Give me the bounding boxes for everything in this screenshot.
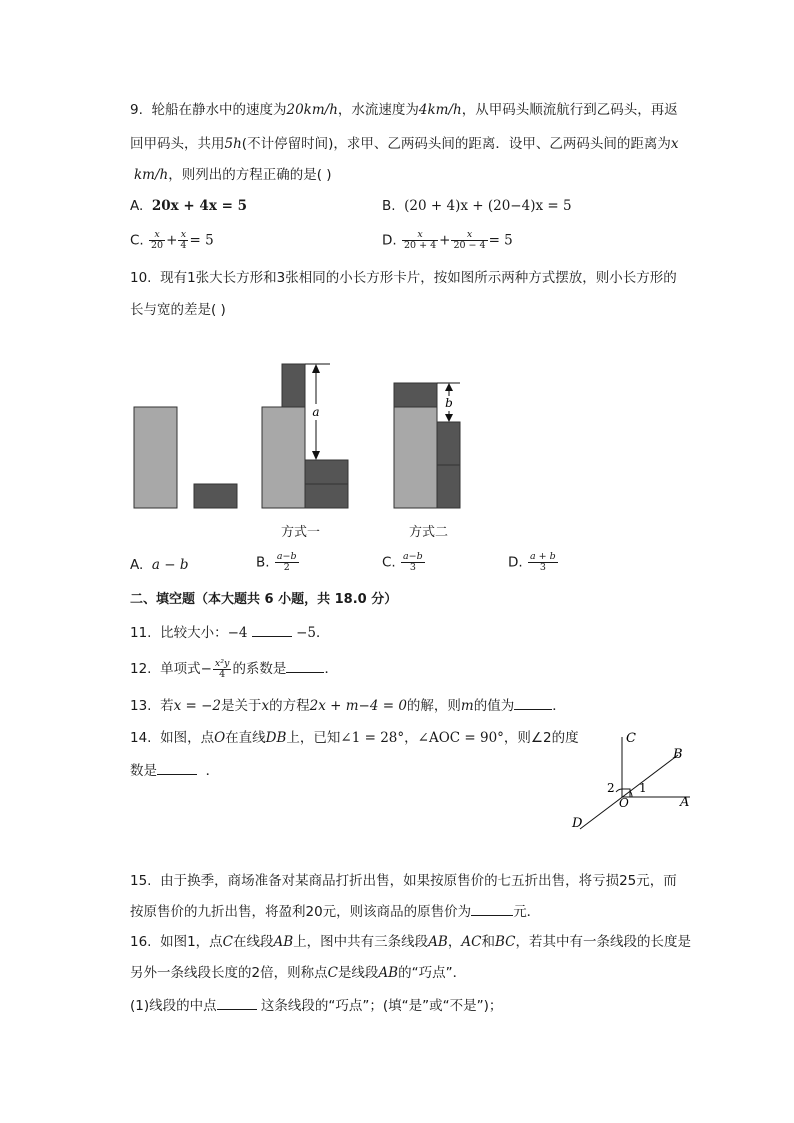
option-label: C. [382,554,396,571]
text: 的系数是 [232,661,287,677]
fraction [528,552,558,573]
math: ∠1 = 28°，∠AOC = 90° [340,730,504,746]
large-rectangle [262,407,305,508]
math: x [261,698,270,714]
denominator: 20 + 4 [403,240,437,251]
standalone-cards [134,407,237,508]
text: ，则列出的方程正确的是( [168,167,323,183]
question-number: 16. [130,934,152,950]
math: DB [265,730,287,746]
text: 如图1，点 [160,934,223,950]
denominator: 20 [151,240,164,251]
text: 长与宽的差是( ) [130,302,226,318]
question-number: 9. [130,102,143,118]
numerator: x [178,230,188,241]
line-db [580,755,678,829]
fraction [401,552,425,573]
option-label: A. [130,557,144,573]
math: + [166,232,178,249]
math: km/h [134,167,169,183]
text: 的解，则 [406,698,461,714]
fraction [275,552,299,573]
denominator: 3 [539,562,546,573]
question-number: 14. [130,730,152,746]
text: 这条线段的“巧点”；(填“是”或“不是”)； [256,998,503,1014]
denominator: 2 [283,562,290,573]
option-label: B. [382,198,396,214]
q16-line1 [130,932,691,952]
denominator: 4 [180,240,187,251]
math: a − b [151,557,189,573]
label-o: O [619,796,629,810]
math: 5h [224,136,242,152]
math: = 5 [189,232,214,249]
caption-arrangement-two: 方式二 [409,525,449,540]
label-d: D [572,816,583,831]
answer-blank[interactable] [286,658,324,673]
text: ． [552,698,566,714]
fraction [213,659,232,680]
q16-line3 [130,995,502,1016]
numerator: a + b [529,551,556,562]
label-angle-2: 2 [607,781,615,795]
math: m [460,698,474,714]
denominator: 20 − 4 [453,240,486,251]
text: ， [447,934,462,950]
text: 现有1张大长方形和3张相同的小长方形卡片，按如图所示两种方式摆放，则小长方形的 [160,270,677,286]
text: 轮船在静水中的速度为 [151,102,287,118]
question-number: 15. [130,873,152,889]
small-rectangle [437,465,460,508]
label-b: B [673,747,683,762]
numerator: x²y [214,657,230,669]
arrowhead [312,451,320,460]
text: ． [324,661,338,677]
text: 是关于 [221,698,262,714]
math: 20km/h [286,102,338,118]
math: x [670,136,679,152]
numerator: a−b [403,551,423,562]
math: C [222,934,234,950]
q10-figure [0,0,794,560]
math: BC [494,934,516,950]
text: ，水流速度为 [337,102,419,118]
arrowhead [445,414,453,422]
math: AB [378,965,399,981]
math: AC [461,934,482,950]
math: = 5 [488,232,513,249]
text: ，从甲码头顺流航行到乙码头，再返 [461,102,678,118]
question-number: 12. [130,661,152,677]
text: 上，图中共有三条线段 [293,934,429,950]
arrangement-two [394,383,460,508]
math: 20x + 4x = 5 [151,198,247,214]
numerator: a−b [276,551,297,562]
math: C [327,965,338,981]
q10-option-b [256,552,300,573]
text: (不计停留时间)，求甲、乙两码头间的距离．设甲、乙两码头间的距离为 [241,136,671,152]
math: O [214,730,226,746]
answer-blank[interactable] [514,695,552,710]
math: AB [273,934,294,950]
text: 的“巧点”． [398,965,467,981]
option-label: D. [382,232,397,249]
q14-figure [560,725,710,835]
option-label: C. [130,232,144,249]
q16-line2 [130,963,466,983]
option-label: D. [508,554,523,571]
math: (20 + 4)x + (20−4)x = 5 [404,198,572,214]
text: 在直线 [225,730,266,746]
large-rectangle [134,407,177,508]
q13 [130,695,566,716]
large-rectangle [394,407,437,508]
answer-blank[interactable] [157,760,197,775]
text: 的值为 [473,698,515,714]
q15-line2 [130,901,540,922]
answer-blank[interactable] [471,901,513,916]
question-number: 13. [130,698,152,714]
section-heading: 二、填空题（本大题共 6 小题，共 18.0 分） [130,592,398,607]
small-rectangle [437,422,460,465]
answer-blank[interactable] [252,622,292,637]
label-a: A [680,795,690,810]
text: 单项式 [160,661,201,677]
math: −4 [227,625,248,641]
q15-line1 [130,871,677,891]
math: 2x + m−4 = 0 [309,698,407,714]
math: − [200,661,212,677]
angle-2-arc [616,789,622,792]
q14-line1 [130,728,579,748]
text: (1)线段的中点 [130,998,217,1014]
arrowhead [312,364,320,373]
numerator: x [451,230,487,241]
math: AB [428,934,448,950]
q12 [130,658,338,680]
math: x = −2 [173,698,221,714]
question-number: 11. [130,625,152,641]
text: ) [322,167,332,183]
text: 比较大小： [160,625,228,641]
text: 在线段 [233,934,274,950]
arrowhead [445,383,453,391]
denominator: 3 [409,562,416,573]
text: ，若其中有一条线段的长度是 [515,934,691,950]
q10-option-d [508,552,559,573]
text: 如图，点 [160,730,215,746]
text: 由于换季，商场准备对某商品打折出售，如果按原售价的七五折出售，将亏损25元，而 [160,873,677,889]
text: 数是 [130,763,157,779]
text: 回甲码头，共用 [130,136,225,152]
text: 元． [513,904,541,920]
numerator: x [402,230,438,241]
math: + [439,232,451,249]
caption-arrangement-one: 方式一 [281,525,321,540]
text: ． [205,763,220,779]
text: 和 [481,934,495,950]
label-angle-1: 1 [639,781,647,795]
arrangement-one [262,364,348,508]
q11 [130,622,329,643]
answer-blank[interactable] [217,995,257,1010]
text: 按原售价的九折出售，将盈利20元，则该商品的原售价为 [130,904,472,920]
label-a: a [312,405,320,419]
small-rectangle [305,460,348,484]
text: 另外一条线段长度的2倍，则称点 [130,965,328,981]
text: 的方程 [269,698,310,714]
text: 若 [160,698,174,714]
small-rectangle [282,364,305,407]
text: 是线段 [337,965,379,981]
label-c: C [626,731,636,746]
denominator: 4 [219,668,226,680]
q14-line2 [130,760,219,781]
question-number: 10. [130,270,152,286]
option-label: B. [256,554,270,571]
small-rectangle [194,484,237,508]
text: ，则∠2的度 [503,730,579,746]
math: 4km/h [418,102,462,118]
text: 上，已知 [286,730,341,746]
option-label: A. [130,198,144,214]
q10-option-c [382,552,426,573]
math: −5． [296,625,330,641]
numerator: x [149,230,165,241]
label-b: b [445,396,453,410]
small-rectangle [305,484,348,508]
q10-option-a [130,555,188,575]
small-rectangle [394,383,437,407]
